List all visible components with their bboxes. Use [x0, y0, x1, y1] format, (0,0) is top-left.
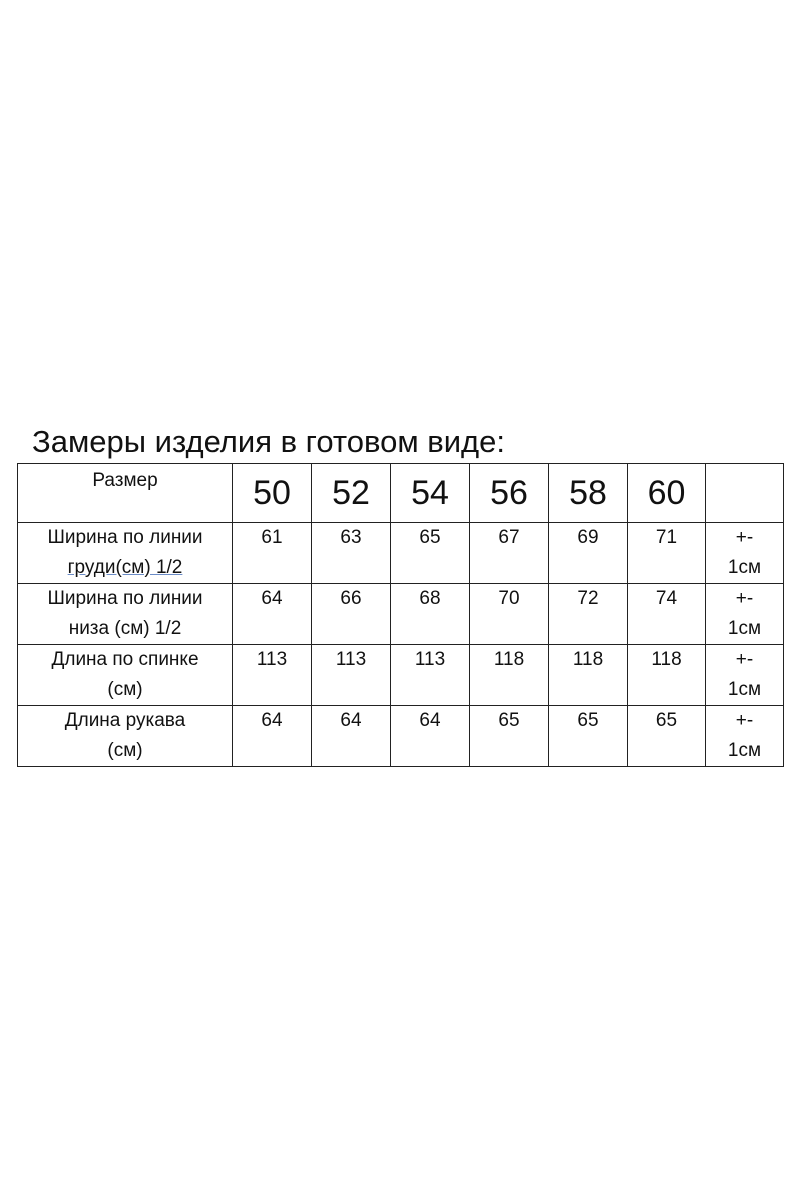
row-label-line2: груди(см) 1/2 — [67, 557, 183, 578]
table-cell: 113 — [312, 645, 391, 706]
table-row — [18, 523, 784, 584]
table-row — [18, 584, 784, 645]
tolerance-line2: 1см — [727, 679, 762, 700]
table-cell: 66 — [312, 584, 391, 645]
table-cell: 64 — [312, 706, 391, 767]
row-label — [18, 706, 233, 767]
row-label — [18, 645, 233, 706]
table-row — [18, 645, 784, 706]
table-cell: 69 — [549, 523, 628, 584]
tolerance-line2: 1см — [727, 740, 762, 761]
table-cell: 64 — [233, 706, 312, 767]
tolerance-cell — [706, 584, 784, 645]
table-cell: 72 — [549, 584, 628, 645]
tolerance-line2: 1см — [727, 557, 762, 578]
table-cell: 118 — [628, 645, 706, 706]
row-label-line1: Ширина по линии — [47, 588, 203, 609]
page-title: Замеры изделия в готовом виде: — [32, 424, 505, 459]
table-cell: 67 — [470, 523, 549, 584]
size-header-54: 54 — [391, 464, 470, 523]
row-label-line1: Ширина по линии — [47, 527, 203, 548]
tolerance-line2: 1см — [727, 618, 762, 639]
tolerance-header — [706, 464, 784, 523]
row-label-line1: Длина по спинке — [51, 649, 199, 670]
size-header-56: 56 — [470, 464, 549, 523]
table-cell: 64 — [233, 584, 312, 645]
tolerance-line1: +- — [735, 710, 754, 731]
table-cell: 71 — [628, 523, 706, 584]
tolerance-cell — [706, 645, 784, 706]
table-row — [18, 706, 784, 767]
table-cell: 118 — [470, 645, 549, 706]
table-cell: 113 — [233, 645, 312, 706]
tolerance-line1: +- — [735, 527, 754, 548]
row-label — [18, 523, 233, 584]
size-header-50: 50 — [233, 464, 312, 523]
table-cell: 61 — [233, 523, 312, 584]
tolerance-cell — [706, 706, 784, 767]
row-label-line2: (см) — [107, 740, 143, 761]
table-cell: 74 — [628, 584, 706, 645]
row-label-line2: (см) — [107, 679, 143, 700]
table-cell: 68 — [391, 584, 470, 645]
table-cell: 65 — [391, 523, 470, 584]
size-header-58: 58 — [549, 464, 628, 523]
table-cell: 63 — [312, 523, 391, 584]
size-header-52: 52 — [312, 464, 391, 523]
row-label — [18, 584, 233, 645]
tolerance-line1: +- — [735, 649, 754, 670]
size-header-label: Размер — [18, 464, 233, 523]
row-label-line1: Длина рукава — [64, 710, 186, 731]
table-cell: 65 — [549, 706, 628, 767]
size-chart-table — [17, 463, 784, 767]
row-label-line2: низа (см) 1/2 — [68, 618, 182, 639]
table-cell: 65 — [470, 706, 549, 767]
tolerance-cell — [706, 523, 784, 584]
table-cell: 64 — [391, 706, 470, 767]
tolerance-line1: +- — [735, 588, 754, 609]
size-header-60: 60 — [628, 464, 706, 523]
table-cell: 113 — [391, 645, 470, 706]
table-cell: 70 — [470, 584, 549, 645]
table-cell: 65 — [628, 706, 706, 767]
table-header-row — [18, 464, 784, 523]
table-cell: 118 — [549, 645, 628, 706]
